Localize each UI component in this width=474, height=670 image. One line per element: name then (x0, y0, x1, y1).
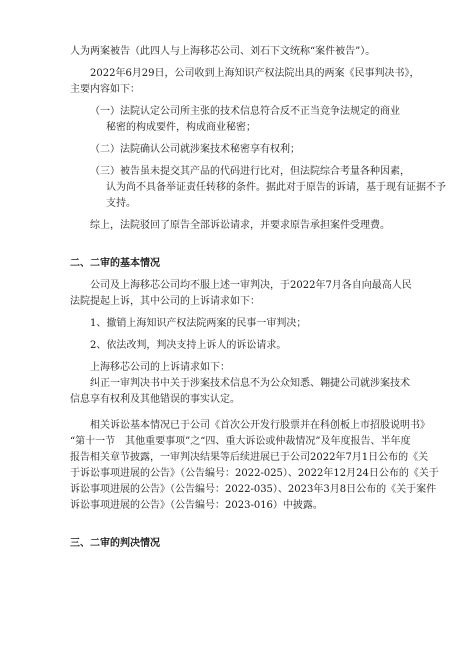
paragraph-line: 相关诉讼基本情况已于公司《首次公开发行股票并在科创板上市招股说明书》 (90, 420, 430, 431)
paragraph-line: 诉讼事项进展的公告》（公告编号：2023-016）中披露。 (70, 500, 323, 511)
list-item-line: （一）法院认定公司所主张的技术信息符合反不正当竞争法规定的商业 (90, 106, 400, 117)
paragraph-line: 公司及上海移芯公司均不服上述一审判决，于2022年7月各自向最高人民 (90, 280, 412, 291)
paragraph-line: 报告相关章节披露，一审判决结果等后续进展已于公司2022年7月1日公布的《关 (70, 452, 429, 463)
list-item-line: （三）被告虽未提交其产品的代码进行比对，但法院综合考量各种因素， (90, 166, 410, 177)
list-item-line: 1、撤销上海知识产权法院两案的民事一审判决； (90, 318, 307, 329)
list-item-line: 秘密的构成要件，构成商业秘密； (106, 122, 256, 133)
paragraph-line: 人为两案被告（此四人与上海移芯公司、刘石下文统称“案件被告”）。 (70, 46, 376, 57)
paragraph-line: 上海移芯公司的上诉请求如下： (90, 362, 230, 373)
list-item-line: （二）法院确认公司就涉案技术秘密享有权利； (90, 144, 300, 155)
paragraph-line: 2022年6月29日，公司收到上海知识产权法院出具的两案《民事判决书》， (90, 68, 420, 79)
paragraph-line: 于诉讼事项进展的公告》（公告编号：2022-025）、2022年12月24日公布的《关于 (70, 468, 439, 479)
paragraph-line: 法院提起上诉，其中公司的上诉请求如下： (70, 296, 260, 307)
paragraph-line: “第十一节 其他重要事项”之“四、重大诉讼或仲裁情况”及年度报告、半年度 (70, 436, 411, 447)
paragraph-line: 主要内容如下： (70, 84, 140, 95)
list-item-line: 认为尚不具备举证责任转移的条件。据此对于原告的诉请，基于现有证据不予 (106, 182, 446, 193)
paragraph-line: 诉讼事项进展的公告》（公告编号：2022-035）、2023年3月8日公布的《关于案件 (70, 484, 437, 495)
paragraph-line: 信息享有权利及其他错误的事实认定。 (70, 394, 240, 405)
section-heading: 二、二审的基本情况 (70, 258, 160, 269)
paragraph-line: 综上，法院驳回了原告全部诉讼请求，并要求原告承担案件受理费。 (90, 220, 390, 231)
list-item-line: 支持。 (106, 198, 136, 209)
section-heading: 三、二审的判决情况 (70, 538, 160, 549)
list-item-line: 2、依法改判，判决支持上诉人的诉讼请求。 (90, 340, 287, 351)
paragraph-line: 纠正一审判决书中关于涉案技术信息不为公众知悉、翱捷公司就涉案技术 (90, 378, 410, 389)
